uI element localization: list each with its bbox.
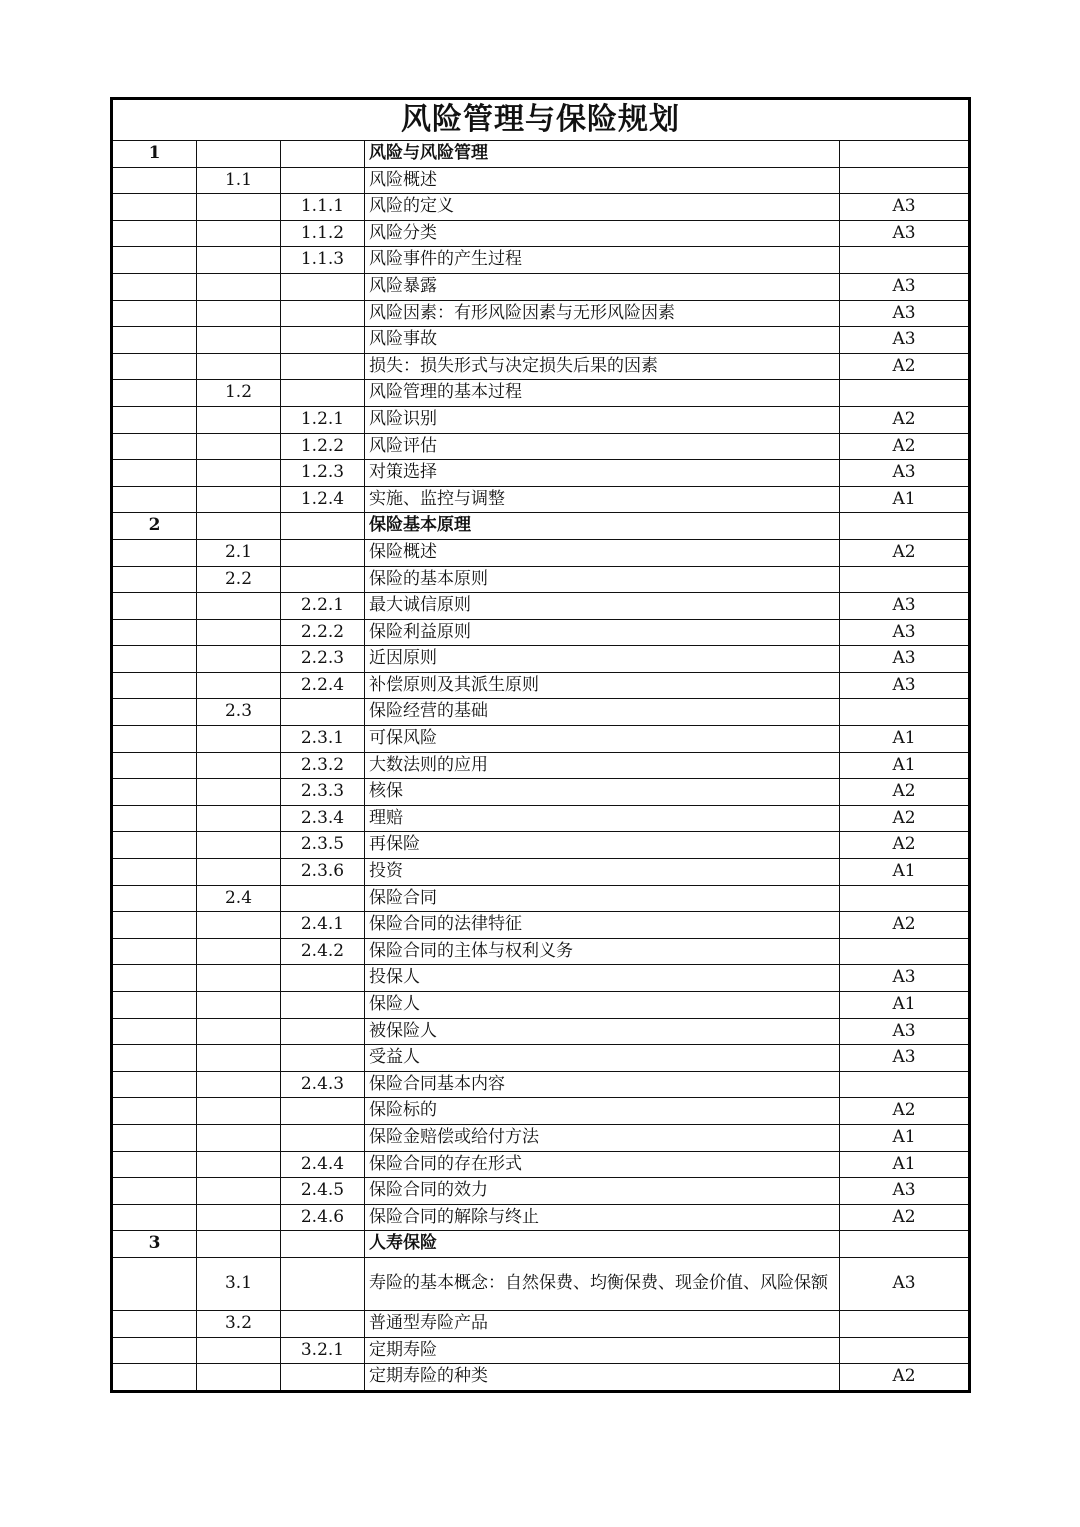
table-row xyxy=(112,1364,970,1392)
topic-cell: 风险事故 xyxy=(365,327,840,354)
topic-cell: 大数法则的应用 xyxy=(365,752,840,779)
subsection-number-cell: 2.3.2 xyxy=(281,752,365,779)
section-number-cell xyxy=(197,672,281,699)
subsection-number-cell: 1.2.4 xyxy=(281,486,365,513)
chapter-number-cell xyxy=(112,992,197,1019)
chapter-number-cell xyxy=(112,1337,197,1364)
table-row xyxy=(112,194,970,221)
topic-cell: 普通型寿险产品 xyxy=(365,1310,840,1337)
level-cell xyxy=(840,1337,970,1364)
subsection-number-cell: 2.3.6 xyxy=(281,859,365,886)
subsection-number-cell xyxy=(281,965,365,992)
section-number-cell xyxy=(197,1124,281,1151)
topic-cell: 保险利益原则 xyxy=(365,619,840,646)
chapter-number-cell xyxy=(112,1364,197,1392)
section-number-cell xyxy=(197,1045,281,1072)
topic-cell: 风险评估 xyxy=(365,433,840,460)
level-cell: A2 xyxy=(840,539,970,566)
level-cell: A3 xyxy=(840,300,970,327)
level-cell xyxy=(840,699,970,726)
subsection-number-cell xyxy=(281,300,365,327)
section-number-cell: 1.2 xyxy=(197,380,281,407)
chapter-number-cell xyxy=(112,938,197,965)
section-number-cell: 1.1 xyxy=(197,167,281,194)
section-number-cell xyxy=(197,992,281,1019)
chapter-number-cell xyxy=(112,752,197,779)
subsection-number-cell xyxy=(281,566,365,593)
table-row xyxy=(112,220,970,247)
table-row xyxy=(112,992,970,1019)
section-number-cell: 2.3 xyxy=(197,699,281,726)
chapter-number-cell xyxy=(112,1098,197,1125)
table-row xyxy=(112,726,970,753)
table-row xyxy=(112,965,970,992)
subsection-number-cell: 1.2.1 xyxy=(281,406,365,433)
chapter-number-cell xyxy=(112,300,197,327)
chapter-number-cell xyxy=(112,1310,197,1337)
topic-cell: 风险分类 xyxy=(365,220,840,247)
subsection-number-cell: 1.1.2 xyxy=(281,220,365,247)
topic-cell: 风险因素：有形风险因素与无形风险因素 xyxy=(365,300,840,327)
chapter-number-cell xyxy=(112,1071,197,1098)
subsection-number-cell: 3.2.1 xyxy=(281,1337,365,1364)
section-number-cell xyxy=(197,194,281,221)
chapter-number-cell xyxy=(112,247,197,274)
table-row xyxy=(112,513,970,540)
level-cell: A3 xyxy=(840,194,970,221)
level-cell: A3 xyxy=(840,273,970,300)
section-number-cell xyxy=(197,513,281,540)
level-cell: A2 xyxy=(840,433,970,460)
topic-cell: 保险标的 xyxy=(365,1098,840,1125)
section-number-cell xyxy=(197,779,281,806)
subsection-number-cell xyxy=(281,1231,365,1258)
table-row xyxy=(112,1178,970,1205)
chapter-number-cell xyxy=(112,460,197,487)
section-number-cell: 2.1 xyxy=(197,539,281,566)
chapter-number-cell xyxy=(112,1204,197,1231)
level-cell: A3 xyxy=(840,1045,970,1072)
level-cell: A3 xyxy=(840,1257,970,1310)
table-row xyxy=(112,1151,970,1178)
section-number-cell xyxy=(197,220,281,247)
level-cell: A2 xyxy=(840,832,970,859)
subsection-number-cell: 2.2.2 xyxy=(281,619,365,646)
topic-cell: 保险合同的主体与权利义务 xyxy=(365,938,840,965)
level-cell xyxy=(840,247,970,274)
table-row xyxy=(112,646,970,673)
chapter-number-cell: 2 xyxy=(112,513,197,540)
section-number-cell xyxy=(197,619,281,646)
level-cell xyxy=(840,1231,970,1258)
topic-cell: 风险事件的产生过程 xyxy=(365,247,840,274)
chapter-number-cell xyxy=(112,832,197,859)
table-row xyxy=(112,1231,970,1258)
section-number-cell xyxy=(197,433,281,460)
subsection-number-cell: 2.2.3 xyxy=(281,646,365,673)
level-cell: A1 xyxy=(840,726,970,753)
topic-cell: 投保人 xyxy=(365,965,840,992)
subsection-number-cell: 1.1.3 xyxy=(281,247,365,274)
chapter-number-cell xyxy=(112,167,197,194)
topic-cell: 保险合同的效力 xyxy=(365,1178,840,1205)
section-number-cell: 2.2 xyxy=(197,566,281,593)
chapter-number-cell xyxy=(112,1151,197,1178)
level-cell xyxy=(840,938,970,965)
level-cell: A2 xyxy=(840,912,970,939)
table-row xyxy=(112,327,970,354)
subsection-number-cell xyxy=(281,885,365,912)
section-number-cell xyxy=(197,1018,281,1045)
level-cell: A2 xyxy=(840,1204,970,1231)
topic-cell: 核保 xyxy=(365,779,840,806)
subsection-number-cell xyxy=(281,1045,365,1072)
table-row xyxy=(112,752,970,779)
subsection-number-cell: 2.4.2 xyxy=(281,938,365,965)
table-row xyxy=(112,832,970,859)
syllabus-table xyxy=(110,97,971,1393)
topic-cell: 补偿原则及其派生原则 xyxy=(365,672,840,699)
chapter-number-cell: 3 xyxy=(112,1231,197,1258)
level-cell: A3 xyxy=(840,1018,970,1045)
table-row xyxy=(112,1124,970,1151)
table-row xyxy=(112,805,970,832)
section-number-cell xyxy=(197,938,281,965)
section-number-cell: 3.2 xyxy=(197,1310,281,1337)
topic-cell: 保险合同 xyxy=(365,885,840,912)
chapter-number-cell xyxy=(112,1178,197,1205)
page-title: 风险管理与保险规划 xyxy=(112,99,970,141)
table-row xyxy=(112,167,970,194)
topic-cell: 风险与风险管理 xyxy=(365,141,840,168)
chapter-number-cell xyxy=(112,1257,197,1310)
chapter-number-cell xyxy=(112,779,197,806)
level-cell: A3 xyxy=(840,327,970,354)
section-number-cell xyxy=(197,859,281,886)
chapter-number-cell xyxy=(112,699,197,726)
subsection-number-cell xyxy=(281,1310,365,1337)
level-cell xyxy=(840,141,970,168)
level-cell: A2 xyxy=(840,406,970,433)
level-cell xyxy=(840,380,970,407)
section-number-cell xyxy=(197,1231,281,1258)
section-number-cell: 2.4 xyxy=(197,885,281,912)
topic-cell: 风险暴露 xyxy=(365,273,840,300)
syllabus-sheet xyxy=(110,97,968,1393)
table-row xyxy=(112,566,970,593)
subsection-number-cell: 2.2.4 xyxy=(281,672,365,699)
chapter-number-cell xyxy=(112,380,197,407)
topic-cell: 保险人 xyxy=(365,992,840,1019)
chapter-number-cell xyxy=(112,486,197,513)
subsection-number-cell: 2.3.5 xyxy=(281,832,365,859)
table-row xyxy=(112,406,970,433)
section-number-cell xyxy=(197,646,281,673)
level-cell: A3 xyxy=(840,619,970,646)
table-row xyxy=(112,779,970,806)
subsection-number-cell xyxy=(281,167,365,194)
chapter-number-cell xyxy=(112,1045,197,1072)
subsection-number-cell xyxy=(281,1018,365,1045)
topic-cell: 人寿保险 xyxy=(365,1231,840,1258)
topic-cell: 保险基本原理 xyxy=(365,513,840,540)
topic-cell: 定期寿险 xyxy=(365,1337,840,1364)
table-row xyxy=(112,460,970,487)
topic-cell: 保险合同基本内容 xyxy=(365,1071,840,1098)
chapter-number-cell xyxy=(112,885,197,912)
table-row xyxy=(112,672,970,699)
section-number-cell xyxy=(197,300,281,327)
level-cell xyxy=(840,513,970,540)
subsection-number-cell xyxy=(281,513,365,540)
level-cell: A2 xyxy=(840,1364,970,1392)
table-row xyxy=(112,593,970,620)
section-number-cell xyxy=(197,832,281,859)
table-row xyxy=(112,1018,970,1045)
topic-cell: 风险的定义 xyxy=(365,194,840,221)
subsection-number-cell: 2.4.3 xyxy=(281,1071,365,1098)
level-cell: A3 xyxy=(840,593,970,620)
section-number-cell xyxy=(197,273,281,300)
table-row xyxy=(112,912,970,939)
level-cell: A2 xyxy=(840,353,970,380)
table-row xyxy=(112,247,970,274)
chapter-number-cell xyxy=(112,672,197,699)
chapter-number-cell xyxy=(112,619,197,646)
level-cell: A2 xyxy=(840,1098,970,1125)
subsection-number-cell xyxy=(281,380,365,407)
topic-cell: 风险管理的基本过程 xyxy=(365,380,840,407)
chapter-number-cell: 1 xyxy=(112,141,197,168)
table-row xyxy=(112,300,970,327)
level-cell: A3 xyxy=(840,646,970,673)
subsection-number-cell xyxy=(281,992,365,1019)
section-number-cell xyxy=(197,406,281,433)
section-number-cell xyxy=(197,726,281,753)
section-number-cell xyxy=(197,593,281,620)
topic-cell: 对策选择 xyxy=(365,460,840,487)
subsection-number-cell xyxy=(281,327,365,354)
level-cell: A1 xyxy=(840,752,970,779)
level-cell: A2 xyxy=(840,779,970,806)
level-cell xyxy=(840,566,970,593)
section-number-cell xyxy=(197,912,281,939)
section-number-cell xyxy=(197,486,281,513)
chapter-number-cell xyxy=(112,327,197,354)
chapter-number-cell xyxy=(112,1124,197,1151)
chapter-number-cell xyxy=(112,912,197,939)
section-number-cell xyxy=(197,141,281,168)
level-cell: A1 xyxy=(840,486,970,513)
table-row xyxy=(112,353,970,380)
table-row xyxy=(112,1045,970,1072)
subsection-number-cell: 2.3.4 xyxy=(281,805,365,832)
table-row xyxy=(112,1204,970,1231)
table-row xyxy=(112,938,970,965)
subsection-number-cell xyxy=(281,699,365,726)
topic-cell: 投资 xyxy=(365,859,840,886)
table-row xyxy=(112,1337,970,1364)
topic-cell: 保险的基本原则 xyxy=(365,566,840,593)
subsection-number-cell: 2.2.1 xyxy=(281,593,365,620)
subsection-number-cell: 2.4.6 xyxy=(281,1204,365,1231)
subsection-number-cell xyxy=(281,141,365,168)
table-row xyxy=(112,1310,970,1337)
section-number-cell xyxy=(197,247,281,274)
subsection-number-cell xyxy=(281,1124,365,1151)
topic-cell: 损失：损失形式与决定损失后果的因素 xyxy=(365,353,840,380)
chapter-number-cell xyxy=(112,646,197,673)
topic-cell: 实施、监控与调整 xyxy=(365,486,840,513)
level-cell: A1 xyxy=(840,859,970,886)
section-number-cell xyxy=(197,1151,281,1178)
section-number-cell xyxy=(197,460,281,487)
chapter-number-cell xyxy=(112,433,197,460)
section-number-cell xyxy=(197,1364,281,1392)
topic-cell: 保险概述 xyxy=(365,539,840,566)
chapter-number-cell xyxy=(112,593,197,620)
section-number-cell xyxy=(197,1071,281,1098)
section-number-cell xyxy=(197,353,281,380)
table-row xyxy=(112,141,970,168)
topic-cell: 保险合同的存在形式 xyxy=(365,1151,840,1178)
level-cell: A3 xyxy=(840,460,970,487)
subsection-number-cell: 1.2.3 xyxy=(281,460,365,487)
title-row xyxy=(112,99,970,141)
chapter-number-cell xyxy=(112,194,197,221)
subsection-number-cell: 2.3.1 xyxy=(281,726,365,753)
topic-cell: 寿险的基本概念：自然保费、均衡保费、现金价值、风险保额 xyxy=(365,1257,840,1310)
topic-cell: 最大诚信原则 xyxy=(365,593,840,620)
chapter-number-cell xyxy=(112,273,197,300)
level-cell: A3 xyxy=(840,672,970,699)
subsection-number-cell: 2.3.3 xyxy=(281,779,365,806)
topic-cell: 可保风险 xyxy=(365,726,840,753)
level-cell xyxy=(840,167,970,194)
table-row xyxy=(112,273,970,300)
chapter-number-cell xyxy=(112,406,197,433)
level-cell: A1 xyxy=(840,1151,970,1178)
topic-cell: 近因原则 xyxy=(365,646,840,673)
table-row xyxy=(112,539,970,566)
table-row xyxy=(112,486,970,513)
chapter-number-cell xyxy=(112,566,197,593)
level-cell: A1 xyxy=(840,992,970,1019)
table-row xyxy=(112,1071,970,1098)
section-number-cell xyxy=(197,327,281,354)
subsection-number-cell xyxy=(281,1364,365,1392)
topic-cell: 再保险 xyxy=(365,832,840,859)
section-number-cell xyxy=(197,805,281,832)
table-row xyxy=(112,859,970,886)
topic-cell: 保险合同的解除与终止 xyxy=(365,1204,840,1231)
section-number-cell xyxy=(197,1337,281,1364)
topic-cell: 风险识别 xyxy=(365,406,840,433)
level-cell: A3 xyxy=(840,1178,970,1205)
subsection-number-cell: 1.2.2 xyxy=(281,433,365,460)
subsection-number-cell xyxy=(281,353,365,380)
chapter-number-cell xyxy=(112,1018,197,1045)
table-row xyxy=(112,619,970,646)
subsection-number-cell xyxy=(281,1098,365,1125)
level-cell: A1 xyxy=(840,1124,970,1151)
level-cell xyxy=(840,1310,970,1337)
subsection-number-cell: 2.4.4 xyxy=(281,1151,365,1178)
chapter-number-cell xyxy=(112,726,197,753)
topic-cell: 定期寿险的种类 xyxy=(365,1364,840,1392)
subsection-number-cell: 2.4.5 xyxy=(281,1178,365,1205)
topic-cell: 保险经营的基础 xyxy=(365,699,840,726)
chapter-number-cell xyxy=(112,805,197,832)
topic-cell: 理赔 xyxy=(365,805,840,832)
level-cell xyxy=(840,885,970,912)
chapter-number-cell xyxy=(112,539,197,566)
chapter-number-cell xyxy=(112,965,197,992)
section-number-cell xyxy=(197,1098,281,1125)
chapter-number-cell xyxy=(112,220,197,247)
section-number-cell: 3.1 xyxy=(197,1257,281,1310)
subsection-number-cell xyxy=(281,273,365,300)
topic-cell: 风险概述 xyxy=(365,167,840,194)
table-row xyxy=(112,885,970,912)
level-cell: A3 xyxy=(840,220,970,247)
level-cell xyxy=(840,1071,970,1098)
level-cell: A2 xyxy=(840,805,970,832)
chapter-number-cell xyxy=(112,859,197,886)
section-number-cell xyxy=(197,1178,281,1205)
table-row xyxy=(112,380,970,407)
table-row xyxy=(112,699,970,726)
section-number-cell xyxy=(197,1204,281,1231)
chapter-number-cell xyxy=(112,353,197,380)
table-row xyxy=(112,433,970,460)
subsection-number-cell: 1.1.1 xyxy=(281,194,365,221)
topic-cell: 保险金赔偿或给付方法 xyxy=(365,1124,840,1151)
section-number-cell xyxy=(197,965,281,992)
topic-cell: 受益人 xyxy=(365,1045,840,1072)
level-cell: A3 xyxy=(840,965,970,992)
section-number-cell xyxy=(197,752,281,779)
subsection-number-cell: 2.4.1 xyxy=(281,912,365,939)
topic-cell: 保险合同的法律特征 xyxy=(365,912,840,939)
subsection-number-cell xyxy=(281,1257,365,1310)
table-row xyxy=(112,1257,970,1310)
subsection-number-cell xyxy=(281,539,365,566)
topic-cell: 被保险人 xyxy=(365,1018,840,1045)
table-row xyxy=(112,1098,970,1125)
